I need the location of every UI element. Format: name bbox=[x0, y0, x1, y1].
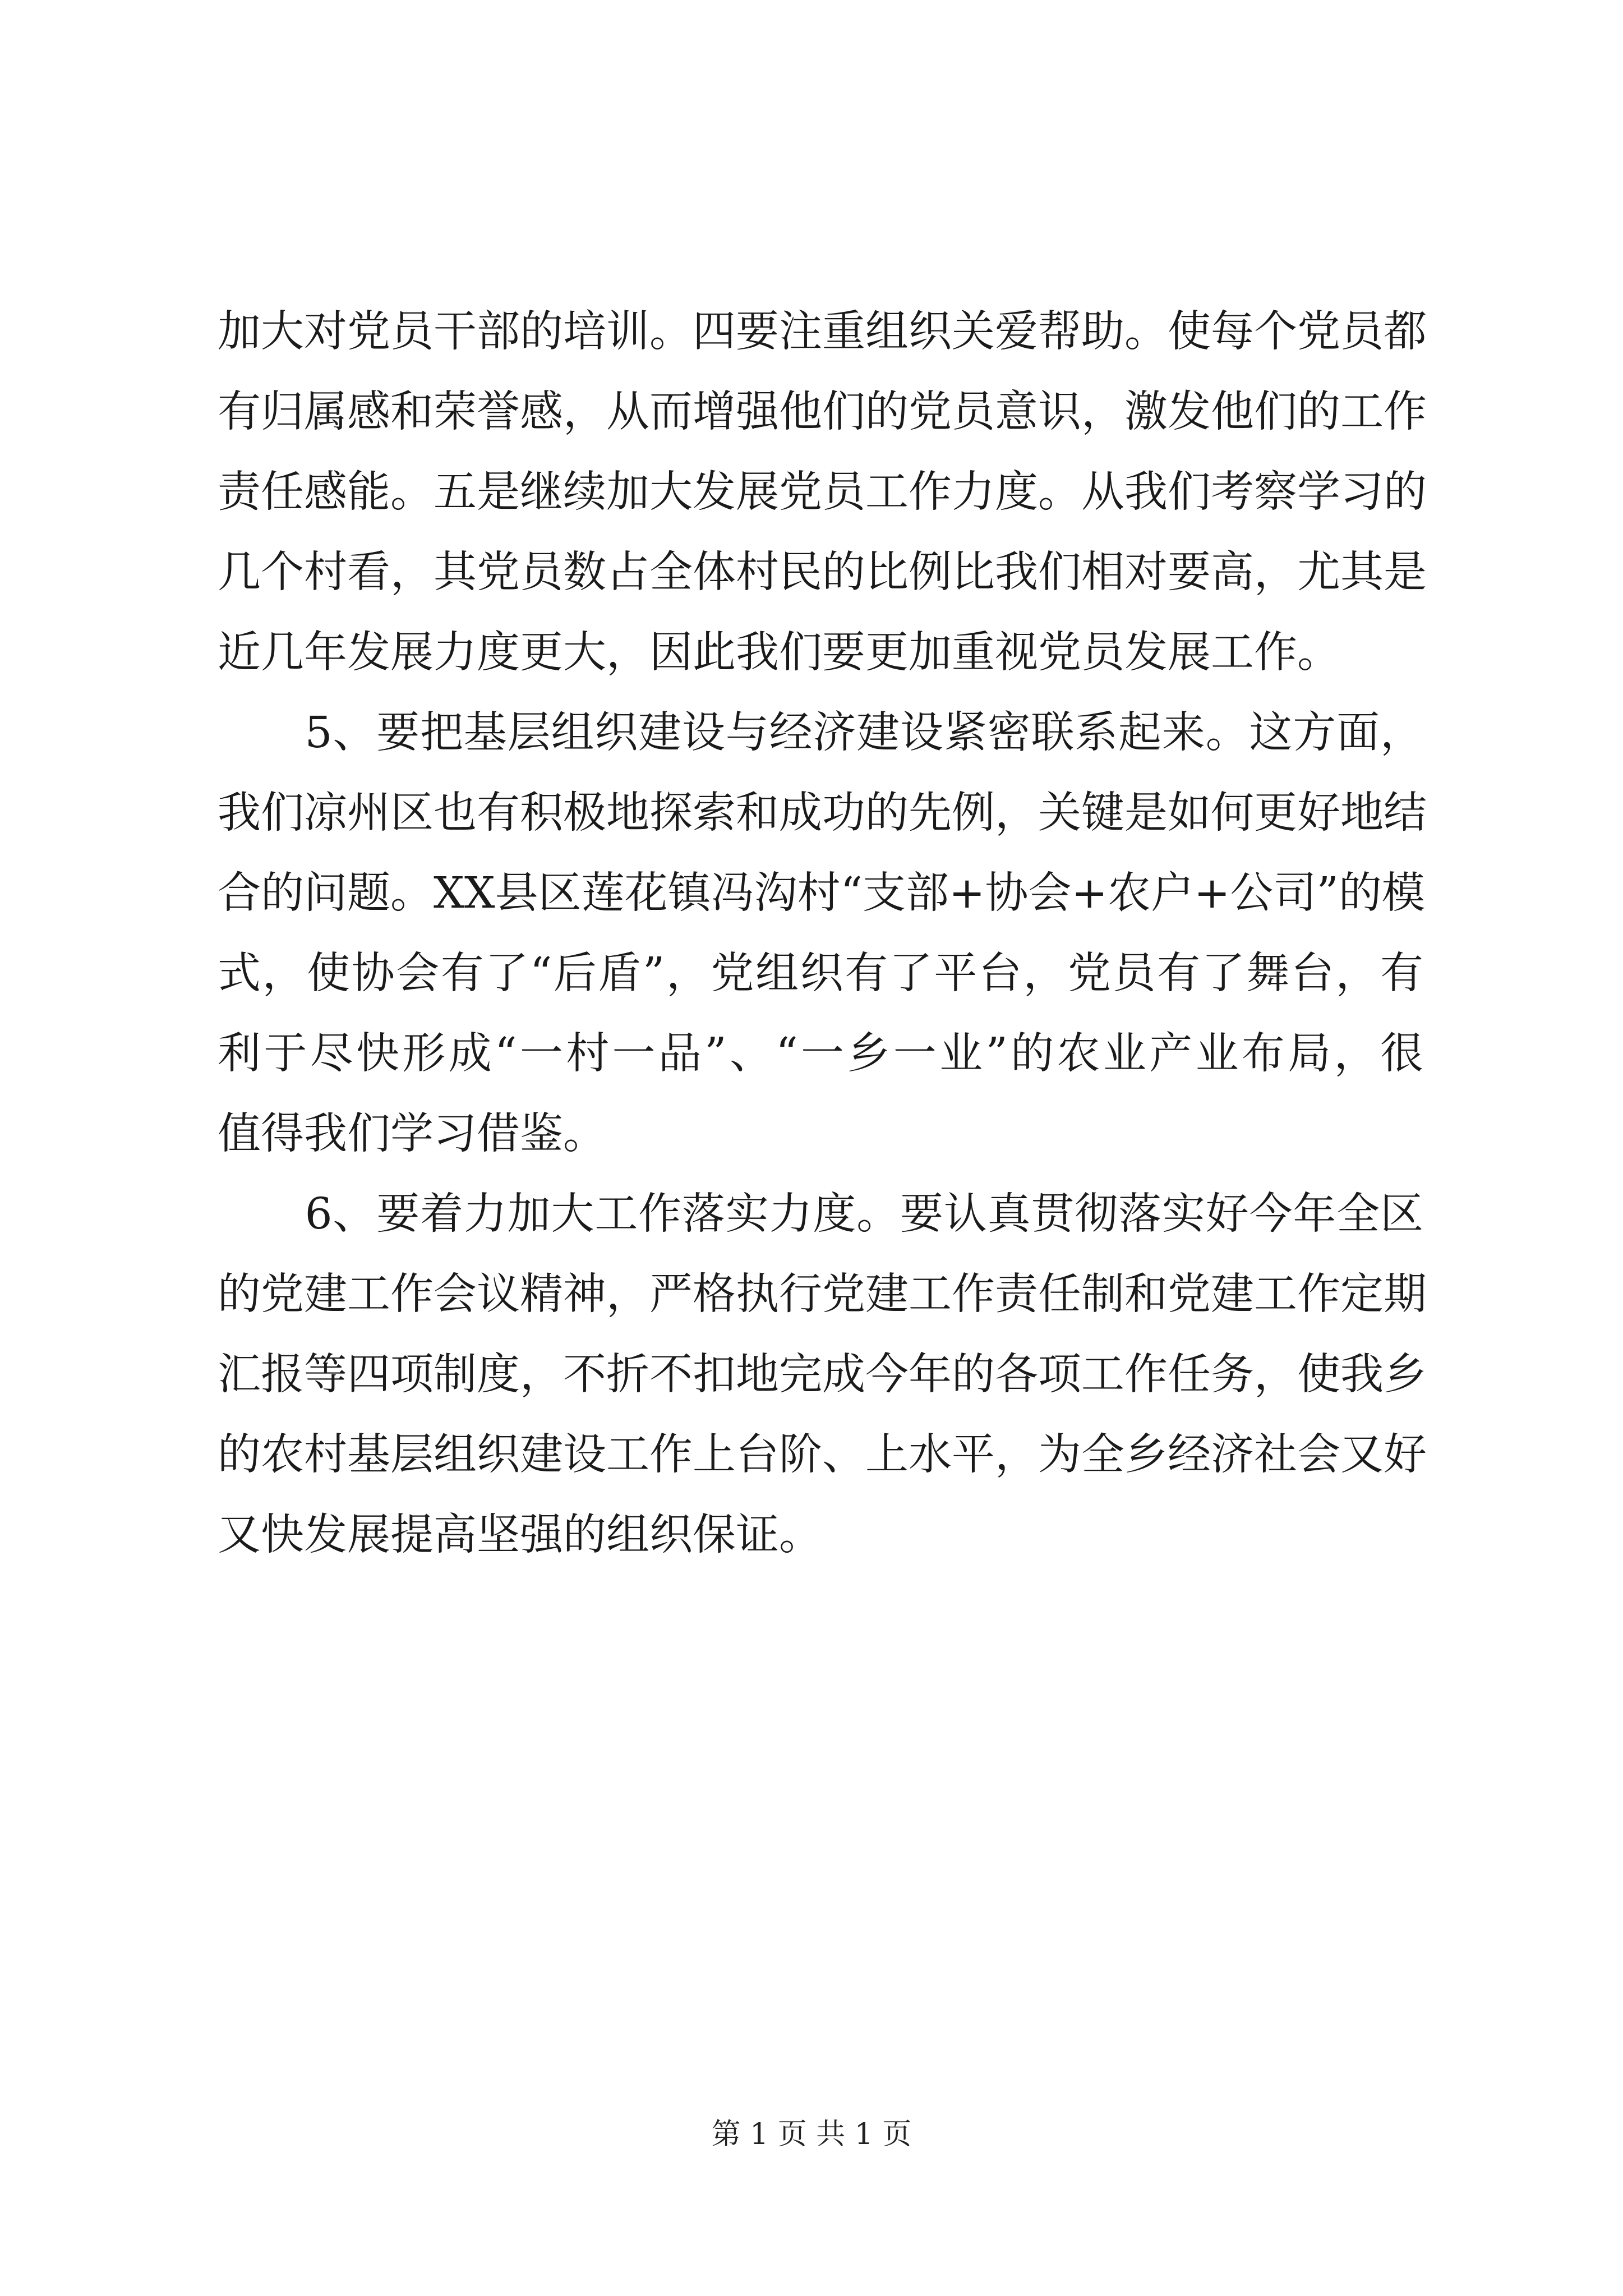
paragraph-3-line-1: 6、要着力加大工作落实力度。要认真贯彻落实好今年全区 bbox=[218, 1189, 1423, 1239]
paragraph-3-line-2: 的党建工作会议精神，严格执行党建工作责任制和党建工作定期 bbox=[218, 1269, 1427, 1319]
page-footer bbox=[0, 2115, 1623, 2154]
paragraph-1-line-5: 近几年发展力度更大，因此我们要更加重视党员发展工作。 bbox=[218, 628, 1340, 678]
paragraph-1-line-4: 几个村看，其党员数占全体村民的比例比我们相对要高，尤其是 bbox=[218, 547, 1427, 597]
paragraph-2-line-4: 式，使协会有了“后盾”，党组织有了平台，党员有了舞台，有 bbox=[218, 949, 1423, 999]
paragraph-1-line-1: 加大对党员干部的培训。四要注重组织关爱帮助。使每个党员都 bbox=[218, 307, 1427, 357]
paragraph-1-line-3: 责任感能。五是继续加大发展党员工作力度。从我们考察学习的 bbox=[218, 467, 1427, 517]
paragraph-3-line-4: 的农村基层组织建设工作上台阶、上水平，为全乡经济社会又好 bbox=[218, 1430, 1427, 1480]
page-number-label: 第 1 页 共 1 页 bbox=[711, 2118, 912, 2151]
document-body bbox=[218, 292, 1427, 1575]
paragraph-2-line-3: 合的问题。XX县区莲花镇冯沟村“支部+协会+农户+公司”的模 bbox=[218, 868, 1425, 918]
paragraph-2-line-2: 我们凉州区也有积极地探索和成功的先例，关键是如何更好地结 bbox=[218, 788, 1427, 838]
paragraph-2-line-6: 值得我们学习借鉴。 bbox=[218, 1109, 606, 1159]
paragraph-2-line-1: 5、要把基层组织建设与经济建设紧密联系起来。这方面， bbox=[218, 708, 1423, 758]
paragraph-1-line-2: 有归属感和荣誉感，从而增强他们的党员意识，激发他们的工作 bbox=[218, 387, 1427, 437]
paragraph-2-line-5: 利于尽快形成“一村一品”、“一乡一业”的农业产业布局，很 bbox=[218, 1029, 1423, 1079]
paragraph-3-line-5: 又快发展提高坚强的组织保证。 bbox=[218, 1510, 822, 1560]
paragraph-3-line-3: 汇报等四项制度，不折不扣地完成今年的各项工作任务，使我乡 bbox=[218, 1350, 1427, 1400]
